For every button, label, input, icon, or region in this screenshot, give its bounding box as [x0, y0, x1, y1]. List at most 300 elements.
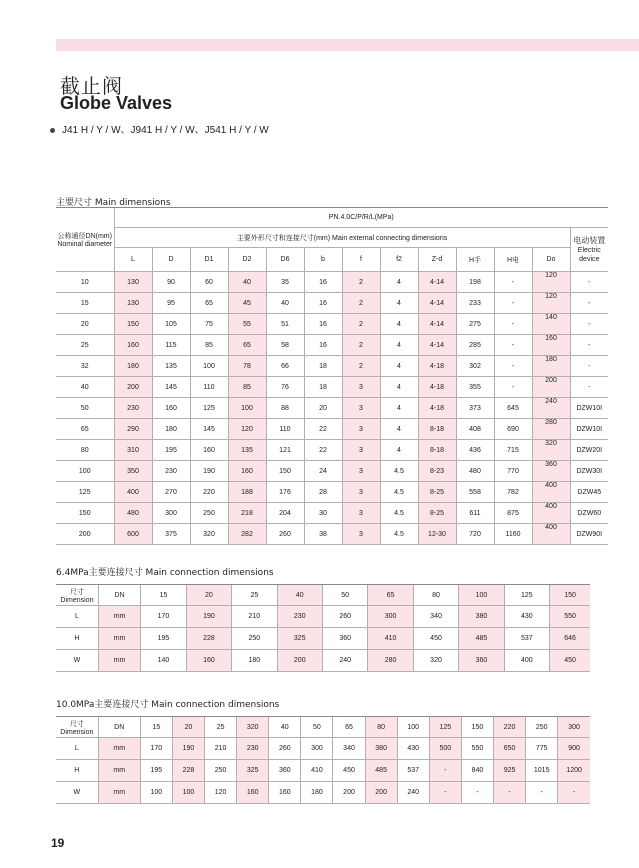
- table-cell: 550: [461, 738, 493, 760]
- table-cell: 290: [114, 419, 152, 440]
- column-header: H手: [456, 248, 494, 272]
- nominal-diameter-header: [56, 208, 114, 272]
- table-cell: 320: [532, 440, 570, 461]
- dn-label: DN: [98, 717, 140, 738]
- dn-header-row: [56, 717, 590, 738]
- table-cell: 75: [190, 314, 228, 335]
- table-cell: 375: [152, 524, 190, 545]
- nominal-label-cn: 公称通径DN(mm): [57, 233, 112, 240]
- nominal-diameter-cell: 25: [56, 335, 114, 356]
- table-cell: 875: [494, 503, 532, 524]
- table-cell: -: [494, 293, 532, 314]
- table-cell: 240: [397, 782, 429, 804]
- table-cell: 22: [304, 419, 342, 440]
- table-cell: 195: [152, 440, 190, 461]
- table-cell: DZW10I: [570, 419, 608, 440]
- nominal-diameter-cell: 32: [56, 356, 114, 377]
- dn-value: 20: [186, 585, 231, 606]
- table-cell: -: [429, 782, 461, 804]
- column-header: Do: [532, 248, 570, 272]
- table-row: [56, 606, 590, 628]
- row-unit: mm: [98, 760, 140, 782]
- table-cell: 228: [186, 628, 231, 650]
- table-cell: 360: [459, 650, 504, 672]
- table-cell: 1015: [526, 760, 558, 782]
- table-cell: 485: [365, 760, 397, 782]
- table-cell: DZW60: [570, 503, 608, 524]
- table-cell: 3: [342, 503, 380, 524]
- table-cell: 76: [266, 377, 304, 398]
- table-cell: DZW45: [570, 482, 608, 503]
- table-cell: 180: [232, 650, 277, 672]
- table-cell: 650: [494, 738, 526, 760]
- table-cell: 16: [304, 272, 342, 293]
- table-cell: 400: [532, 503, 570, 524]
- table-cell: 450: [550, 650, 590, 672]
- table-cell: 280: [368, 650, 413, 672]
- table-cell: 360: [322, 628, 367, 650]
- table-cell: 4: [380, 440, 418, 461]
- table-cell: 3: [342, 461, 380, 482]
- table-cell: 282: [228, 524, 266, 545]
- table-row: [56, 782, 590, 804]
- table-cell: 16: [304, 335, 342, 356]
- table-cell: 198: [456, 272, 494, 293]
- table-cell: 2: [342, 314, 380, 335]
- table-cell: 130: [114, 272, 152, 293]
- table-cell: 3: [342, 398, 380, 419]
- table-cell: 4-18: [418, 377, 456, 398]
- table-cell: 380: [459, 606, 504, 628]
- nominal-diameter-cell: 50: [56, 398, 114, 419]
- table-cell: 360: [269, 760, 301, 782]
- table-row: [56, 650, 590, 672]
- row-name: W: [56, 650, 98, 672]
- table-cell: 230: [277, 606, 322, 628]
- table-cell: 8-25: [418, 482, 456, 503]
- table-cell: -: [494, 314, 532, 335]
- column-header: b: [304, 248, 342, 272]
- table-cell: 195: [140, 760, 172, 782]
- table-cell: 115: [152, 335, 190, 356]
- table-cell: 240: [322, 650, 367, 672]
- table-cell: -: [570, 335, 608, 356]
- table-cell: 150: [114, 314, 152, 335]
- table-cell: 180: [114, 356, 152, 377]
- column-header: D: [152, 248, 190, 272]
- table-cell: 770: [494, 461, 532, 482]
- table-cell: 450: [333, 760, 365, 782]
- table-cell: 450: [413, 628, 458, 650]
- table-cell: 500: [429, 738, 461, 760]
- nominal-diameter-cell: 150: [56, 503, 114, 524]
- main-dimensions-table: [56, 207, 608, 545]
- table-cell: 140: [532, 314, 570, 335]
- table-cell: 230: [114, 398, 152, 419]
- dn-value: 125: [429, 717, 461, 738]
- row-name: H: [56, 760, 98, 782]
- table-cell: 55: [228, 314, 266, 335]
- table-cell: 110: [190, 377, 228, 398]
- table-cell: 360: [532, 461, 570, 482]
- table-cell: 430: [397, 738, 429, 760]
- table-cell: 4.5: [380, 524, 418, 545]
- column-header: Z-d: [418, 248, 456, 272]
- table-cell: -: [570, 356, 608, 377]
- dn-value: 40: [269, 717, 301, 738]
- table-cell: 65: [190, 293, 228, 314]
- table-cell: -: [494, 335, 532, 356]
- column-header: f2: [380, 248, 418, 272]
- table-cell: 430: [504, 606, 549, 628]
- table-cell: 400: [532, 524, 570, 545]
- table-cell: 300: [301, 738, 333, 760]
- table-cell: 125: [190, 398, 228, 419]
- nominal-diameter-cell: 80: [56, 440, 114, 461]
- table-cell: 250: [232, 628, 277, 650]
- dimension-label-en: Dimension: [60, 728, 94, 736]
- page-title-en: Globe Valves: [60, 93, 173, 113]
- column-header: H电: [494, 248, 532, 272]
- dn-value: 150: [550, 585, 590, 606]
- table-cell: 121: [266, 440, 304, 461]
- row-name: W: [56, 782, 98, 804]
- table-cell: 18: [304, 356, 342, 377]
- table-cell: -: [494, 356, 532, 377]
- column-header-row: [56, 248, 608, 272]
- table-cell: 550: [550, 606, 590, 628]
- table-cell: 200: [277, 650, 322, 672]
- table-cell: 715: [494, 440, 532, 461]
- table-cell: -: [494, 782, 526, 804]
- table-cell: 4-14: [418, 293, 456, 314]
- dimension-header: [56, 585, 98, 606]
- row-name: L: [56, 606, 98, 628]
- table-cell: 2: [342, 335, 380, 356]
- column-header: D6: [266, 248, 304, 272]
- nominal-diameter-cell: 10: [56, 272, 114, 293]
- dn-value: 100: [459, 585, 504, 606]
- conn-64-title: 6.4MPa主要连接尺寸 Main connection dimensions: [56, 568, 274, 578]
- table-cell: 120: [205, 782, 237, 804]
- dn-value: 320: [237, 717, 269, 738]
- table-cell: 302: [456, 356, 494, 377]
- table-cell: 410: [368, 628, 413, 650]
- table-cell: 4-18: [418, 356, 456, 377]
- table-cell: 250: [190, 503, 228, 524]
- model-list-text: J41 H / Y / W、J941 H / Y / W、J541 H / Y / W: [62, 125, 269, 136]
- dn-value: 50: [322, 585, 367, 606]
- table-cell: 408: [456, 419, 494, 440]
- dn-value: 80: [413, 585, 458, 606]
- table-cell: 8-18: [418, 419, 456, 440]
- table-cell: 135: [228, 440, 266, 461]
- table-cell: 45: [228, 293, 266, 314]
- table-row: [56, 440, 608, 461]
- table-cell: 325: [237, 760, 269, 782]
- group-header: 主要外形尺寸和连接尺寸(mm) Main external connecting dimensions: [114, 228, 570, 248]
- table-cell: 4: [380, 314, 418, 335]
- electric-label-en: Electric device: [577, 247, 601, 263]
- dn-value: 65: [333, 717, 365, 738]
- table-cell: 480: [456, 461, 494, 482]
- table-cell: 51: [266, 314, 304, 335]
- dn-value: 65: [368, 585, 413, 606]
- table-cell: 160: [152, 398, 190, 419]
- pressure-header: PN.4.0C/P/R/L(MPa): [114, 208, 608, 228]
- table-cell: 340: [333, 738, 365, 760]
- header-band: [56, 39, 639, 51]
- table-cell: 20: [304, 398, 342, 419]
- nominal-diameter-cell: 15: [56, 293, 114, 314]
- table-cell: 204: [266, 503, 304, 524]
- table-cell: 190: [172, 738, 204, 760]
- table-cell: -: [494, 377, 532, 398]
- table-cell: 88: [266, 398, 304, 419]
- table-row: [56, 760, 590, 782]
- table-row: [56, 628, 590, 650]
- table-cell: 275: [456, 314, 494, 335]
- table-cell: 160: [269, 782, 301, 804]
- conn-64-table: [56, 584, 590, 672]
- column-header: L: [114, 248, 152, 272]
- table-cell: 180: [301, 782, 333, 804]
- table-cell: 558: [456, 482, 494, 503]
- table-cell: 775: [526, 738, 558, 760]
- table-cell: -: [494, 272, 532, 293]
- table-cell: 140: [141, 650, 186, 672]
- dimension-label-cn: 尺寸: [69, 588, 84, 596]
- table-cell: 925: [494, 760, 526, 782]
- dn-value: 220: [494, 717, 526, 738]
- table-cell: -: [558, 782, 590, 804]
- bullet-icon: [50, 128, 55, 133]
- table-cell: 3: [342, 419, 380, 440]
- table-cell: 4: [380, 419, 418, 440]
- table-cell: 260: [266, 524, 304, 545]
- table-cell: 4: [380, 377, 418, 398]
- dimension-label-en: Dimension: [60, 596, 94, 604]
- table-cell: 4: [380, 293, 418, 314]
- table-cell: 325: [277, 628, 322, 650]
- nominal-diameter-cell: 65: [56, 419, 114, 440]
- table-cell: DZW30I: [570, 461, 608, 482]
- table-cell: 645: [494, 398, 532, 419]
- table-cell: 230: [237, 738, 269, 760]
- main-dimensions-title: 主要尺寸 Main dimensions: [56, 198, 171, 208]
- table-cell: 400: [504, 650, 549, 672]
- table-cell: 190: [190, 461, 228, 482]
- table-cell: 145: [190, 419, 228, 440]
- model-list: [50, 121, 269, 136]
- table-cell: 400: [114, 482, 152, 503]
- table-cell: 900: [558, 738, 590, 760]
- table-cell: 400: [532, 482, 570, 503]
- table-cell: 58: [266, 335, 304, 356]
- table-cell: 230: [152, 461, 190, 482]
- table-cell: 170: [141, 606, 186, 628]
- table-cell: 18: [304, 377, 342, 398]
- table-cell: 373: [456, 398, 494, 419]
- table-cell: 210: [205, 738, 237, 760]
- page-title-cn: 截止阀: [60, 74, 123, 98]
- table-cell: 782: [494, 482, 532, 503]
- table-cell: 3: [342, 482, 380, 503]
- table-cell: DZW20I: [570, 440, 608, 461]
- table-cell: 100: [190, 356, 228, 377]
- table-cell: 600: [114, 524, 152, 545]
- table-cell: 85: [228, 377, 266, 398]
- table-cell: 300: [152, 503, 190, 524]
- table-cell: 4.5: [380, 482, 418, 503]
- table-cell: -: [570, 314, 608, 335]
- dn-value: 100: [397, 717, 429, 738]
- nominal-diameter-cell: 40: [56, 377, 114, 398]
- dn-value: 80: [365, 717, 397, 738]
- table-cell: 95: [152, 293, 190, 314]
- table-row: [56, 356, 608, 377]
- table-cell: 22: [304, 440, 342, 461]
- table-cell: 16: [304, 314, 342, 335]
- table-cell: 105: [152, 314, 190, 335]
- table-row: [56, 335, 608, 356]
- column-header: D2: [228, 248, 266, 272]
- table-cell: 4-18: [418, 398, 456, 419]
- table-row: [56, 738, 590, 760]
- table-cell: 3: [342, 440, 380, 461]
- table-cell: 78: [228, 356, 266, 377]
- dn-value: 250: [526, 717, 558, 738]
- table-cell: 2: [342, 272, 380, 293]
- table-cell: 40: [228, 272, 266, 293]
- table-cell: 228: [172, 760, 204, 782]
- table-cell: 12-30: [418, 524, 456, 545]
- nominal-diameter-cell: 200: [56, 524, 114, 545]
- row-unit: mm: [98, 782, 140, 804]
- table-cell: 4.5: [380, 461, 418, 482]
- table-cell: -: [570, 377, 608, 398]
- table-cell: 210: [232, 606, 277, 628]
- table-cell: 260: [269, 738, 301, 760]
- table-cell: 66: [266, 356, 304, 377]
- table-row: [56, 461, 608, 482]
- table-cell: 8-25: [418, 503, 456, 524]
- table-cell: 646: [550, 628, 590, 650]
- table-cell: 200: [532, 377, 570, 398]
- table-cell: 110: [266, 419, 304, 440]
- table-cell: 100: [172, 782, 204, 804]
- table-cell: 145: [152, 377, 190, 398]
- table-cell: 40: [266, 293, 304, 314]
- dn-value: 40: [277, 585, 322, 606]
- table-row: [56, 398, 608, 419]
- table-cell: DZW90I: [570, 524, 608, 545]
- table-cell: 280: [532, 419, 570, 440]
- table-cell: 160: [237, 782, 269, 804]
- table-cell: 180: [152, 419, 190, 440]
- row-unit: mm: [98, 606, 140, 628]
- table-cell: 611: [456, 503, 494, 524]
- dimension-header: [56, 717, 98, 738]
- dn-value: 300: [558, 717, 590, 738]
- table-cell: 90: [152, 272, 190, 293]
- electric-device-header: [570, 228, 608, 272]
- table-cell: 100: [140, 782, 172, 804]
- table-cell: 270: [152, 482, 190, 503]
- table-cell: DZW10I: [570, 398, 608, 419]
- table-cell: 355: [456, 377, 494, 398]
- row-name: H: [56, 628, 98, 650]
- table-row: [56, 314, 608, 335]
- table-cell: 350: [114, 461, 152, 482]
- dn-value: 25: [205, 717, 237, 738]
- table-cell: 320: [413, 650, 458, 672]
- table-cell: -: [570, 272, 608, 293]
- dn-value: 15: [140, 717, 172, 738]
- table-cell: 188: [228, 482, 266, 503]
- dn-value: 125: [504, 585, 549, 606]
- table-cell: 4-14: [418, 272, 456, 293]
- table-cell: 16: [304, 293, 342, 314]
- row-name: L: [56, 738, 98, 760]
- table-cell: 2: [342, 293, 380, 314]
- table-cell: 8-18: [418, 440, 456, 461]
- table-cell: 2: [342, 356, 380, 377]
- dn-header-row: [56, 585, 590, 606]
- table-cell: 300: [368, 606, 413, 628]
- table-cell: 200: [114, 377, 152, 398]
- table-cell: 260: [322, 606, 367, 628]
- table-cell: 240: [532, 398, 570, 419]
- table-cell: 160: [228, 461, 266, 482]
- table-cell: 3: [342, 377, 380, 398]
- table-cell: 1200: [558, 760, 590, 782]
- table-cell: 30: [304, 503, 342, 524]
- dn-value: 150: [461, 717, 493, 738]
- column-header: D1: [190, 248, 228, 272]
- table-cell: 200: [333, 782, 365, 804]
- table-row: [56, 377, 608, 398]
- table-row: [56, 482, 608, 503]
- row-unit: mm: [98, 738, 140, 760]
- table-cell: -: [526, 782, 558, 804]
- table-cell: 485: [459, 628, 504, 650]
- table-cell: 35: [266, 272, 304, 293]
- dn-value: 25: [232, 585, 277, 606]
- table-cell: 85: [190, 335, 228, 356]
- table-cell: 24: [304, 461, 342, 482]
- dn-value: 20: [172, 717, 204, 738]
- table-cell: 4: [380, 398, 418, 419]
- column-header: f: [342, 248, 380, 272]
- table-cell: 120: [532, 293, 570, 314]
- dn-value: 15: [141, 585, 186, 606]
- table-cell: 537: [504, 628, 549, 650]
- table-cell: 537: [397, 760, 429, 782]
- table-cell: 220: [190, 482, 228, 503]
- dimension-label-cn: 尺寸: [69, 720, 84, 728]
- table-cell: 180: [532, 356, 570, 377]
- table-cell: 285: [456, 335, 494, 356]
- table-cell: 60: [190, 272, 228, 293]
- dn-value: 50: [301, 717, 333, 738]
- table-cell: 250: [205, 760, 237, 782]
- table-cell: 436: [456, 440, 494, 461]
- table-cell: 340: [413, 606, 458, 628]
- table-cell: 100: [228, 398, 266, 419]
- table-cell: 310: [114, 440, 152, 461]
- table-cell: 690: [494, 419, 532, 440]
